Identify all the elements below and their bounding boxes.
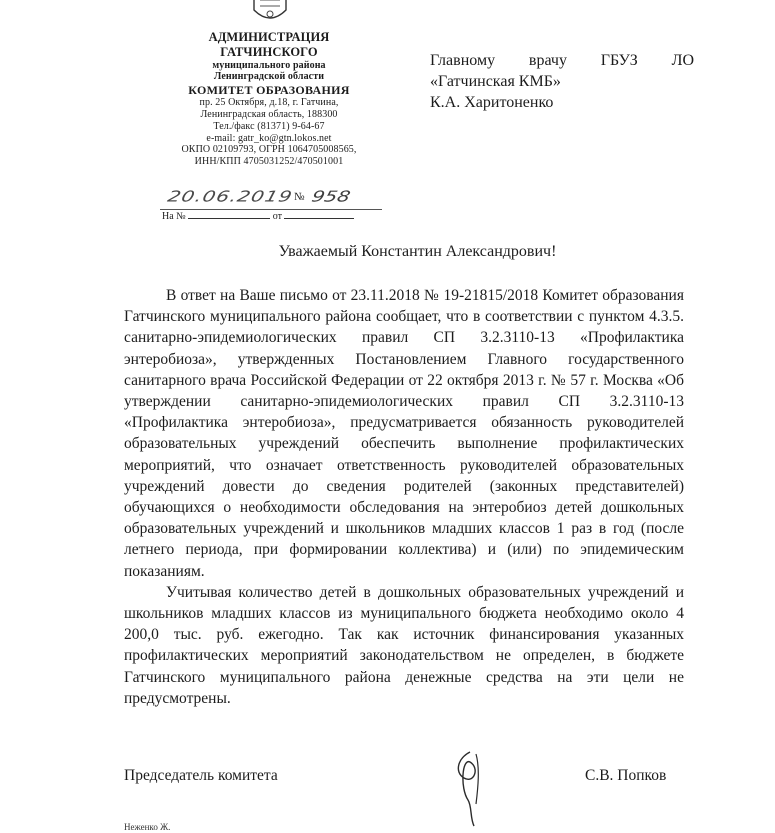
addressee-line2: «Гатчинская КМБ»	[430, 73, 561, 90]
phone-line: Тел./факс (81371) 9-64-67	[213, 120, 325, 132]
reply-date-blank	[284, 210, 354, 219]
email-line: e-mail: gatr_ko@gtn.lokos.net	[206, 132, 332, 144]
addressee-line1	[430, 50, 694, 71]
registration-number-label: №	[294, 191, 305, 203]
addressee-word4: ЛО	[671, 52, 694, 69]
reply-number-blank	[188, 210, 270, 219]
reply-reference-line	[162, 210, 354, 222]
body-paragraph-2: Учитывая количество детей в дошкольных образовательных учреждений и школьников младших классов из муниципального бюджета необходимо около 4 200,0 тыс. руб. ежегодно. Так как источник финансирования указанных профилактических мероприятий законодательством не определен, в бюджете Гатчинского муниципального района денежные средства на эти цели не предусмотрены.	[124, 583, 684, 707]
org-name-line2: ГАТЧИНСКОГО	[220, 44, 318, 59]
handwritten-signature	[440, 748, 500, 828]
addressee-word2: врачу	[528, 52, 567, 69]
letter-body	[124, 285, 684, 709]
org-name-line4: Ленинградской области	[213, 71, 325, 83]
org-name-line5: КОМИТЕТ ОБРАЗОВАНИЯ	[188, 83, 350, 98]
signatory-title: Председатель комитета	[124, 767, 278, 784]
signatory-name: С.В. Попков	[585, 767, 667, 784]
addressee-line3: К.А. Харитоненко	[430, 94, 554, 111]
letterhead	[150, 30, 388, 168]
salutation: Уважаемый Константин Александрович!	[278, 243, 557, 260]
address-line2: Ленинградская область, 188300	[200, 109, 338, 121]
reply-date-label: от	[272, 211, 282, 222]
registration-number: 958	[309, 187, 353, 205]
body-paragraph-1: В ответ на Ваше письмо от 23.11.2018 № 19-21815/2018 Комитет образования Гатчинского муниципального района сообщает, что в соответствии с пунктом 4.3.5. санитарно-эпидемиологических правил СП 3.2.3110-13 «Профилактика энтеробиоза», утвержденных Постановлением Главного государственного санитарного врача Российской Федерации от 22 октября 2013 г. № 57 г. Москва «Об утверждении санитарно-эпидемиологических правил СП 3.2.3110-13 «Профилактика энтеробиоза», предусматривается обязанность руководителей образовательных учреждений обеспечить выполнение профилактических мероприятий, что означает ответственность руководителей образовательных учреждений довести до сведения родителей (законных представителей) обучающихся о необходимости обследования на энтеробиоз детей дошкольных образовательных учреждений и школьников младших классов 1 раз в год (после летнего периода, при формировании коллектива) и (или) по эпидемическим показаниям.	[124, 287, 684, 580]
coat-of-arms-icon	[246, 0, 294, 26]
registration-date: 20.06.2019	[165, 187, 295, 205]
addressee-word3: ГБУЗ	[600, 52, 638, 69]
inn-line: ИНН/КПП 4705031252/470501001	[194, 156, 344, 168]
registration-block	[160, 186, 395, 222]
org-name-line1: АДМИНИСТРАЦИЯ	[208, 30, 330, 44]
executor-name: Неженко Ж.	[124, 822, 171, 832]
addressee-word1: Главному	[430, 52, 496, 69]
reply-number-label: На №	[162, 211, 186, 222]
okpo-line: ОКПО 02109793, ОГРН 1064705008565,	[181, 144, 357, 156]
address-line1: пр. 25 Октября, д.18, г. Гатчина,	[199, 97, 339, 109]
addressee-block	[430, 50, 694, 113]
org-name-line3: муниципального района	[212, 59, 326, 71]
